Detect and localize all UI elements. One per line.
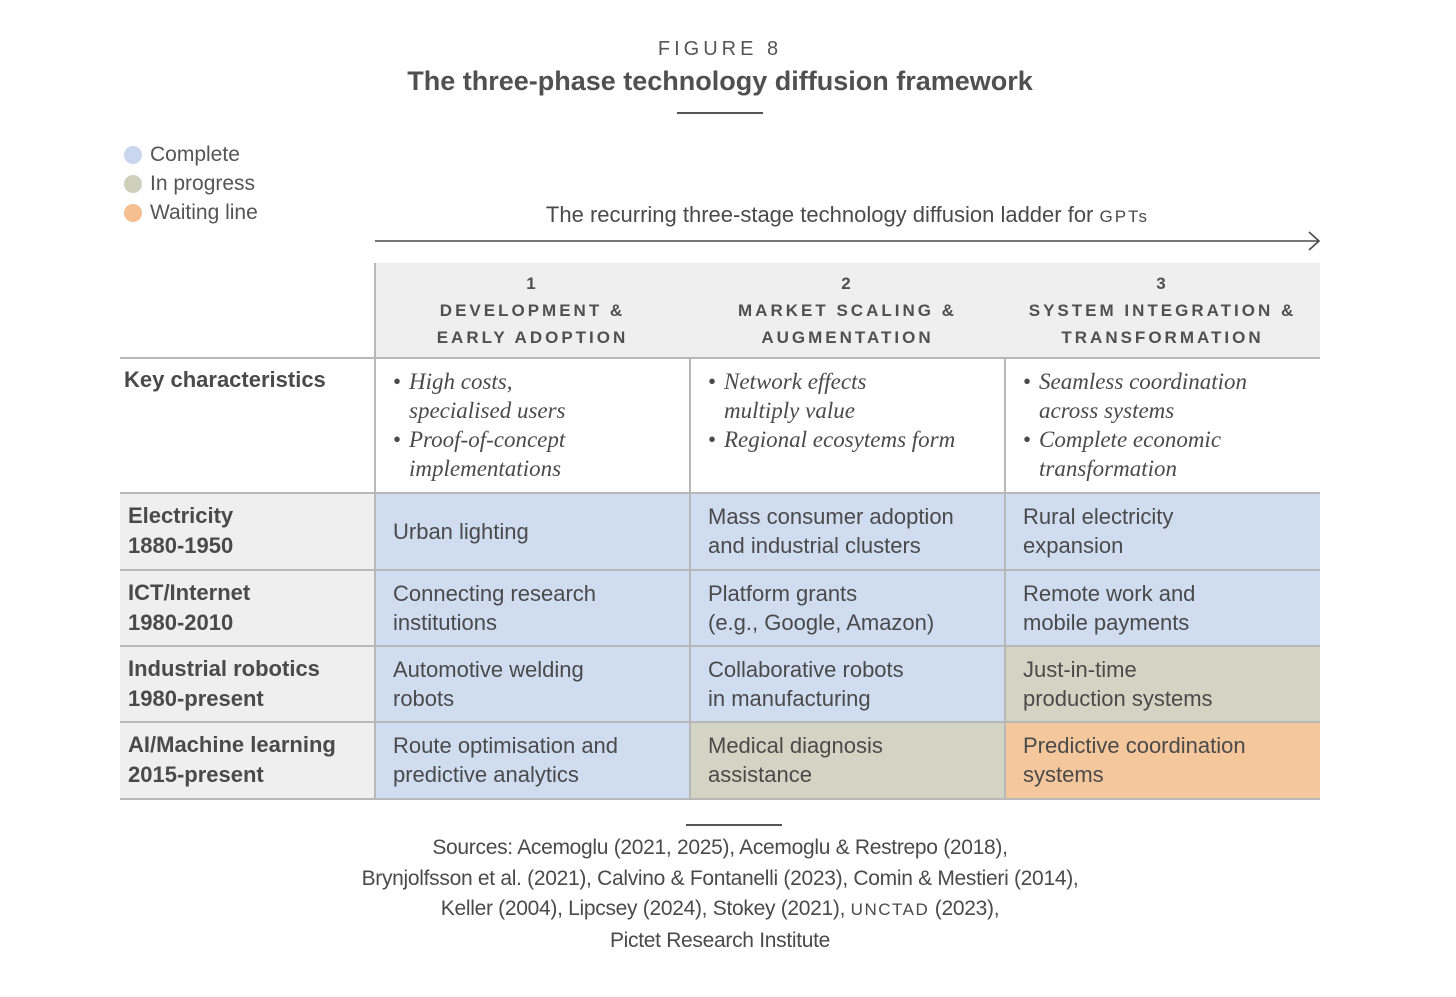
figure-title: The three-phase technology diffusion framework	[407, 66, 1033, 96]
row-label-3	[120, 722, 375, 798]
sources-line: Keller (2004), Lipcsey (2024), Stokey (2021), UNCTAD (2023),	[440, 897, 1000, 920]
grid-line	[120, 357, 1320, 359]
cell-text: Mass consumer adoption and industrial clusters	[708, 504, 954, 558]
grid-line	[689, 358, 691, 800]
grid-line	[120, 721, 1320, 723]
sources-line: Pictet Research Institute	[609, 928, 831, 952]
legend-label-waiting-line: Waiting line	[150, 200, 258, 224]
bullet-list	[708, 367, 955, 454]
bullet-item: • Seamless coordination across systems	[1023, 367, 1247, 425]
row-label-key-characteristics	[120, 359, 375, 493]
phase-3-line1: SYSTEM INTEGRATION &	[1028, 301, 1297, 320]
phase-cell-1-0	[376, 570, 690, 645]
phase-cell-2-0	[376, 646, 690, 721]
legend-item-complete	[124, 140, 258, 169]
row-label-0	[120, 493, 375, 569]
grid-line	[120, 492, 1320, 494]
row-label-2	[120, 646, 375, 721]
key-characteristics-label: Key characteristics	[124, 367, 326, 392]
legend-dot-complete	[124, 146, 142, 164]
cell-text: Remote work and mobile payments	[1023, 580, 1196, 635]
cell-text: Automotive welding robots	[393, 656, 584, 711]
technology-period: 1980-2010	[128, 609, 234, 635]
grid-line	[374, 263, 376, 800]
cell-text: Rural electricity expansion	[1023, 504, 1174, 558]
phase-2-line2: AUGMENTATION	[761, 328, 934, 347]
arrow-right-icon	[375, 230, 1323, 252]
cell-text: Connecting research institutions	[393, 580, 597, 635]
phase-3-line2: TRANSFORMATION	[1061, 328, 1264, 347]
cell-text: Medical diagnosis assistance	[708, 733, 883, 787]
grid-line	[120, 645, 1320, 647]
phase-cell-1-1	[691, 570, 1005, 645]
bullet-item: • Complete economic transformation	[1023, 425, 1247, 483]
phase-cell-0-0	[376, 493, 690, 569]
grid-line	[120, 798, 1320, 800]
ladder-label	[375, 202, 1320, 228]
phase-cell-2-2	[1006, 646, 1320, 721]
phase-cell-3-2	[1006, 722, 1320, 798]
technology-period: 2015-present	[128, 762, 264, 787]
technology-name: AI/Machine learning	[128, 732, 336, 757]
phase-2-header	[690, 263, 1005, 358]
row-label-1	[120, 570, 375, 645]
bullet-list	[1023, 367, 1247, 483]
grid-line	[120, 569, 1320, 571]
phase-3-number: 3	[1156, 274, 1169, 293]
characteristics-cell-1	[376, 359, 690, 493]
phase-1-header	[375, 263, 690, 358]
cell-text: Collaborative robots in manufacturing	[708, 656, 904, 711]
technology-name: Industrial robotics	[128, 655, 320, 681]
bullet-item: • High costs, specialised users	[393, 367, 566, 425]
bullet-item: • Regional ecosytems form	[708, 425, 955, 454]
phase-1-number: 1	[526, 274, 539, 293]
phase-1-line2: EARLY ADOPTION	[436, 328, 629, 347]
phase-2-line1: MARKET SCALING &	[738, 301, 957, 320]
technology-period: 1880-1950	[128, 533, 234, 558]
legend-item-waiting-line	[124, 198, 258, 227]
bullet-item: • Proof-of-concept implementations	[393, 425, 566, 483]
phase-2-number: 2	[841, 274, 854, 293]
sources-note	[0, 833, 1440, 956]
characteristics-cell-3	[1006, 359, 1320, 493]
legend-label-in-progress: In progress	[150, 171, 256, 195]
legend-dot-in-progress	[124, 175, 142, 193]
legend	[124, 140, 258, 227]
phase-cell-0-2	[1006, 493, 1320, 569]
ladder-label-text: The recurring three-stage technology diffusion ladder for	[545, 202, 1100, 227]
technology-name: Electricity	[128, 503, 234, 528]
phase-cell-3-1	[691, 722, 1005, 798]
phase-1-line1: DEVELOPMENT &	[439, 301, 626, 320]
cell-text: Route optimisation and predictive analytics	[393, 733, 619, 787]
sources-line: Brynjolfsson et al. (2021), Calvino & Fontanelli (2023), Comin & Mestieri (2014),	[361, 866, 1079, 890]
technology-name: ICT/Internet	[128, 579, 251, 605]
cell-text: Just-in-time production systems	[1023, 656, 1213, 711]
phase-3-header	[1005, 263, 1320, 358]
ladder-label-gpts: GPTs	[1099, 207, 1150, 226]
characteristics-cell-2	[691, 359, 1005, 493]
figure-label: FIGURE 8	[657, 38, 783, 60]
title-rule	[677, 112, 763, 114]
legend-item-in-progress	[124, 169, 258, 198]
footer-rule	[686, 824, 782, 826]
cell-text: Urban lighting	[393, 518, 529, 544]
phase-cell-1-2	[1006, 570, 1320, 645]
technology-period: 1980-present	[128, 685, 264, 711]
legend-dot-waiting-line	[124, 204, 142, 222]
bullet-item: • Network effects multiply value	[708, 367, 955, 425]
legend-label-complete: Complete	[150, 142, 240, 166]
phase-cell-3-0	[376, 722, 690, 798]
sources-line: Sources: Acemoglu (2021, 2025), Acemoglu & Restrepo (2018),	[432, 836, 1008, 859]
phase-cell-0-1	[691, 493, 1005, 569]
bullet-list	[393, 367, 566, 483]
cell-text: Platform grants (e.g., Google, Amazon)	[708, 580, 935, 635]
cell-text: Predictive coordination systems	[1023, 733, 1246, 787]
phase-cell-2-1	[691, 646, 1005, 721]
grid-line	[1004, 358, 1006, 800]
